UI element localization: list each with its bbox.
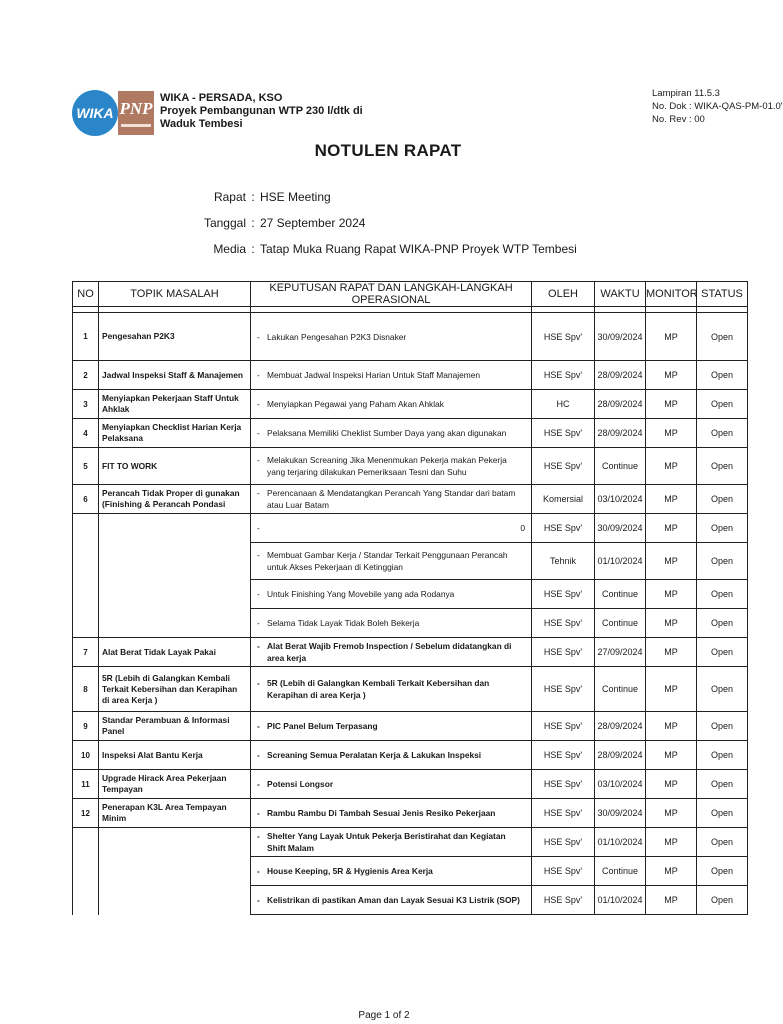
cell-waktu: 28/09/2024 [595,741,646,770]
cell-no: 9 [73,712,99,741]
cell-topik [99,609,251,638]
cell-status: Open [697,419,748,448]
cell-waktu: 28/09/2024 [595,712,646,741]
company-line-1: WIKA - PERSADA, KSO [160,92,283,104]
header-oleh: OLEH [532,282,595,307]
meta-colon: : [251,216,255,230]
cell-status: Open [697,857,748,886]
cell-oleh: HC [532,390,595,419]
cell-status: Open [697,741,748,770]
cell-waktu: Continue [595,667,646,712]
cell-waktu: Continue [595,580,646,609]
doc-revision: No. Rev : 00 [652,114,705,125]
cell-no: 6 [73,485,99,514]
keputusan-text: Shelter Yang Layak Untuk Pekerja Beristirahat dan Kegiatan Shift Malam [267,831,506,853]
cell-oleh: HSE Spv' [532,799,595,828]
cell-monitor: MP [646,514,697,543]
cell-monitor: MP [646,485,697,514]
cell-oleh: HSE Spv' [532,419,595,448]
cell-status: Open [697,313,748,361]
cell-keputusan [251,485,532,514]
cell-topik [99,543,251,580]
cell-monitor: MP [646,419,697,448]
bullet-dash: - [257,779,260,789]
meta-colon: : [251,242,255,256]
bullet-dash: - [257,428,260,438]
bullet-dash: - [257,678,260,688]
cell-no [73,580,99,609]
pnp-logo-text: PNP [119,98,153,118]
bullet-dash: - [257,895,260,905]
cell-waktu: 01/10/2024 [595,543,646,580]
cell-oleh: HSE Spv' [532,609,595,638]
bullet-dash: - [257,488,260,498]
cell-oleh: HSE Spv' [532,886,595,915]
meta-label: Media [213,242,246,256]
table-row [73,828,748,857]
cell-no [73,514,99,543]
keputusan-text: Alat Berat Wajib Fremob Inspection / Sebelum didatangkan di area kerja [267,641,512,663]
cell-topik: Pengesahan P2K3 [99,313,251,361]
cell-topik: Menyiapkan Checklist Harian Kerja Pelaksana [99,419,251,448]
keputusan-text: Untuk Finishing Yang Movebile yang ada Rodanya [267,589,455,599]
table-row [73,313,748,361]
cell-monitor: MP [646,828,697,857]
bullet-dash: - [257,808,260,818]
cell-waktu: 30/09/2024 [595,313,646,361]
table-row [73,514,748,543]
cell-status: Open [697,712,748,741]
cell-topik: Perancah Tidak Proper di gunakan (Finishing & Perancah Pondasi [99,485,251,514]
keputusan-text: PIC Panel Belum Terpasang [267,721,378,731]
keputusan-text: House Keeping, 5R & Hygienis Area Kerja [267,866,433,876]
table-row [73,741,748,770]
cell-monitor: MP [646,667,697,712]
keputusan-text: Screaning Semua Peralatan Kerja & Lakukan Inspeksi [267,750,482,760]
keputusan-text: Selama Tidak Layak Tidak Boleh Bekerja [267,618,420,628]
cell-waktu: 28/09/2024 [595,419,646,448]
table-row [73,667,748,712]
cell-no [73,609,99,638]
cell-no: 8 [73,667,99,712]
cell-no [73,886,99,915]
table-row [73,448,748,485]
cell-keputusan [251,361,532,390]
keputusan-text: Potensi Longsor [267,779,334,789]
table-row [73,390,748,419]
cell-oleh: HSE Spv' [532,638,595,667]
table-row [73,361,748,390]
cell-topik: Upgrade Hirack Area Pekerjaan Tempayan [99,770,251,799]
cell-status: Open [697,609,748,638]
cell-status: Open [697,667,748,712]
cell-no: 2 [73,361,99,390]
cell-keputusan [251,828,532,857]
cell-oleh: HSE Spv' [532,770,595,799]
cell-waktu: 27/09/2024 [595,638,646,667]
cell-oleh: HSE Spv' [532,741,595,770]
cell-no [73,828,99,857]
document-info [652,87,783,126]
meta-label: Tanggal [203,216,246,230]
cell-oleh: HSE Spv' [532,580,595,609]
cell-keputusan [251,667,532,712]
wika-logo [72,90,118,136]
cell-monitor: MP [646,543,697,580]
keputusan-text: Pelaksana Memiliki Cheklist Sumber Daya yang akan digunakan [267,428,507,438]
cell-oleh: HSE Spv' [532,514,595,543]
cell-keputusan [251,770,532,799]
cell-waktu: 01/10/2024 [595,828,646,857]
cell-oleh: HSE Spv' [532,828,595,857]
cell-keputusan [251,857,532,886]
cell-topik: 5R (Lebih di Galangkan Kembali Terkait Kebersihan dan Kerapihan di area Kerja ) [99,667,251,712]
table-row [73,857,748,886]
table-row [73,886,748,915]
cell-waktu: Continue [595,609,646,638]
cell-status: Open [697,799,748,828]
cell-waktu: Continue [595,857,646,886]
company-line-3: Waduk Tembesi [160,118,243,130]
cell-status: Open [697,770,748,799]
cell-waktu: 30/09/2024 [595,799,646,828]
cell-topik: Standar Perambuan & Informasi Panel [99,712,251,741]
cell-waktu: 03/10/2024 [595,770,646,799]
cell-topik [99,514,251,543]
keputusan-text: Membuat Jadwal Inspeksi Harian Untuk Staff Manajemen [267,370,481,380]
cell-no: 11 [73,770,99,799]
keputusan-text [267,522,520,534]
meta-value: Tatap Muka Ruang Rapat WIKA-PNP Proyek WTP Tembesi [260,242,577,256]
page-title: NOTULEN RAPAT [314,141,462,160]
bullet-dash: - [257,455,260,465]
cell-monitor: MP [646,390,697,419]
table-row [73,485,748,514]
table-row [73,580,748,609]
cell-status: Open [697,448,748,485]
cell-topik: Penerapan K3L Area Tempayan Minim [99,799,251,828]
cell-topik: Inspeksi Alat Bantu Kerja [99,741,251,770]
bullet-dash: - [257,589,260,599]
bullet-dash: - [257,641,260,651]
cell-waktu: 28/09/2024 [595,390,646,419]
table-row [73,609,748,638]
cell-status: Open [697,580,748,609]
minutes-table [72,281,748,915]
keputusan-trailing-mark: 0 [520,523,525,533]
meeting-meta [200,184,577,262]
cell-no: 12 [73,799,99,828]
cell-topik [99,828,251,857]
keputusan-text: Perencanaan & Mendatangkan Perancah Yang Standar dari batam atau Luar Batam [267,488,516,510]
meta-row-media [200,236,577,262]
bullet-dash: - [257,370,260,380]
bullet-dash: - [257,523,260,533]
cell-monitor: MP [646,799,697,828]
cell-monitor: MP [646,770,697,799]
cell-keputusan [251,448,532,485]
cell-monitor: MP [646,857,697,886]
cell-monitor: MP [646,313,697,361]
cell-no [73,857,99,886]
keputusan-text: Rambu Rambu Di Tambah Sesuai Jenis Resiko Pekerjaan [267,808,496,818]
cell-keputusan [251,741,532,770]
cell-waktu: 28/09/2024 [595,361,646,390]
cell-monitor: MP [646,712,697,741]
cell-status: Open [697,638,748,667]
cell-monitor: MP [646,448,697,485]
wika-logo-text: WIKA [76,105,114,121]
cell-oleh: HSE Spv' [532,857,595,886]
cell-oleh: HSE Spv' [532,667,595,712]
pnp-logo-underline [121,124,151,127]
cell-oleh: Komersial [532,485,595,514]
cell-keputusan [251,580,532,609]
cell-keputusan [251,514,532,543]
cell-monitor: MP [646,361,697,390]
header-status: STATUS [697,282,748,307]
cell-keputusan [251,712,532,741]
cell-waktu: 30/09/2024 [595,514,646,543]
header-topik: TOPIK MASALAH [99,282,251,307]
cell-status: Open [697,828,748,857]
cell-no [73,543,99,580]
cell-oleh: HSE Spv' [532,361,595,390]
cell-status: Open [697,361,748,390]
table-row [73,712,748,741]
cell-monitor: MP [646,609,697,638]
company-name [160,92,363,131]
cell-monitor: MP [646,741,697,770]
bullet-dash: - [257,831,260,841]
keputusan-text: Lakukan Pengesahan P2K3 Disnaker [267,331,407,342]
cell-topik [99,580,251,609]
bullet-dash: - [257,331,260,342]
header-keputusan: KEPUTUSAN RAPAT DAN LANGKAH-LANGKAH OPERASIONAL [251,282,532,307]
cell-topik: Alat Berat Tidak Layak Pakai [99,638,251,667]
bullet-dash: - [257,866,260,876]
cell-status: Open [697,485,748,514]
cell-no: 3 [73,390,99,419]
cell-keputusan [251,799,532,828]
company-line-2: Proyek Pembangunan WTP 230 l/dtk di [160,105,363,117]
cell-oleh: HSE Spv' [532,448,595,485]
keputusan-text: Membuat Gambar Kerja / Standar Terkait Penggunaan Perancah untuk Akses Pekerjaan di Ketinggian [267,550,508,572]
bullet-dash: - [257,399,260,409]
table-row [73,638,748,667]
table-row [73,419,748,448]
header-no: NO [73,282,99,307]
cell-topik [99,857,251,886]
cell-keputusan [251,390,532,419]
cell-monitor: MP [646,638,697,667]
cell-no: 10 [73,741,99,770]
cell-topik: Jadwal Inspeksi Staff & Manajemen [99,361,251,390]
table-row [73,543,748,580]
meta-label: Rapat [213,190,246,204]
bullet-dash: - [257,721,260,731]
keputusan-text: Kelistrikan di pastikan Aman dan Layak Sesuai K3 Listrik (SOP) [267,895,520,905]
cell-status: Open [697,886,748,915]
doc-number: No. Dok : WIKA-QAS-PM-01.0' [652,101,783,112]
meta-value: HSE Meeting [260,190,331,204]
cell-keputusan [251,419,532,448]
cell-keputusan [251,313,532,361]
keputusan-text: Melakukan Screaning Jika Menenmukan Pekerja makan Pekerja yang terjaring dilakukan Pemeriksaan Tesni dan Suhu [267,455,507,477]
cell-status: Open [697,514,748,543]
cell-status: Open [697,390,748,419]
meta-value: 27 September 2024 [260,216,366,230]
cell-keputusan [251,609,532,638]
cell-waktu: 01/10/2024 [595,886,646,915]
cell-keputusan [251,638,532,667]
meta-row-tanggal [200,210,577,236]
cell-keputusan [251,886,532,915]
cell-no: 1 [73,313,99,361]
cell-topik [99,886,251,915]
table-row [73,799,748,828]
cell-monitor: MP [646,580,697,609]
cell-waktu: 03/10/2024 [595,485,646,514]
bullet-dash: - [257,750,260,760]
meta-colon: : [251,190,255,204]
cell-no: 5 [73,448,99,485]
bullet-dash: - [257,618,260,628]
cell-topik: Menyiapkan Pekerjaan Staff Untuk Ahklak [99,390,251,419]
cell-oleh: HSE Spv' [532,712,595,741]
cell-keputusan [251,543,532,580]
table-header-row [73,282,748,307]
cell-no: 7 [73,638,99,667]
bullet-dash: - [257,550,260,560]
cell-oleh: Tehnik [532,543,595,580]
page-number: Page 1 of 2 [358,1010,410,1021]
cell-no: 4 [73,419,99,448]
header-monitor: MONITOR [646,282,697,307]
cell-status: Open [697,543,748,580]
keputusan-text: 5R (Lebih di Galangkan Kembali Terkait Kebersihan dan Kerapihan di area Kerja ) [267,678,490,700]
pnp-logo [118,91,154,135]
doc-attachment: Lampiran 11.5.3 [652,88,720,99]
header-waktu: WAKTU [595,282,646,307]
cell-waktu: Continue [595,448,646,485]
cell-monitor: MP [646,886,697,915]
cell-oleh: HSE Spv' [532,313,595,361]
cell-topik: FIT TO WORK [99,448,251,485]
keputusan-text: Menyiapkan Pegawai yang Paham Akan Ahklak [267,399,444,409]
meta-row-rapat [200,184,577,210]
table-row [73,770,748,799]
